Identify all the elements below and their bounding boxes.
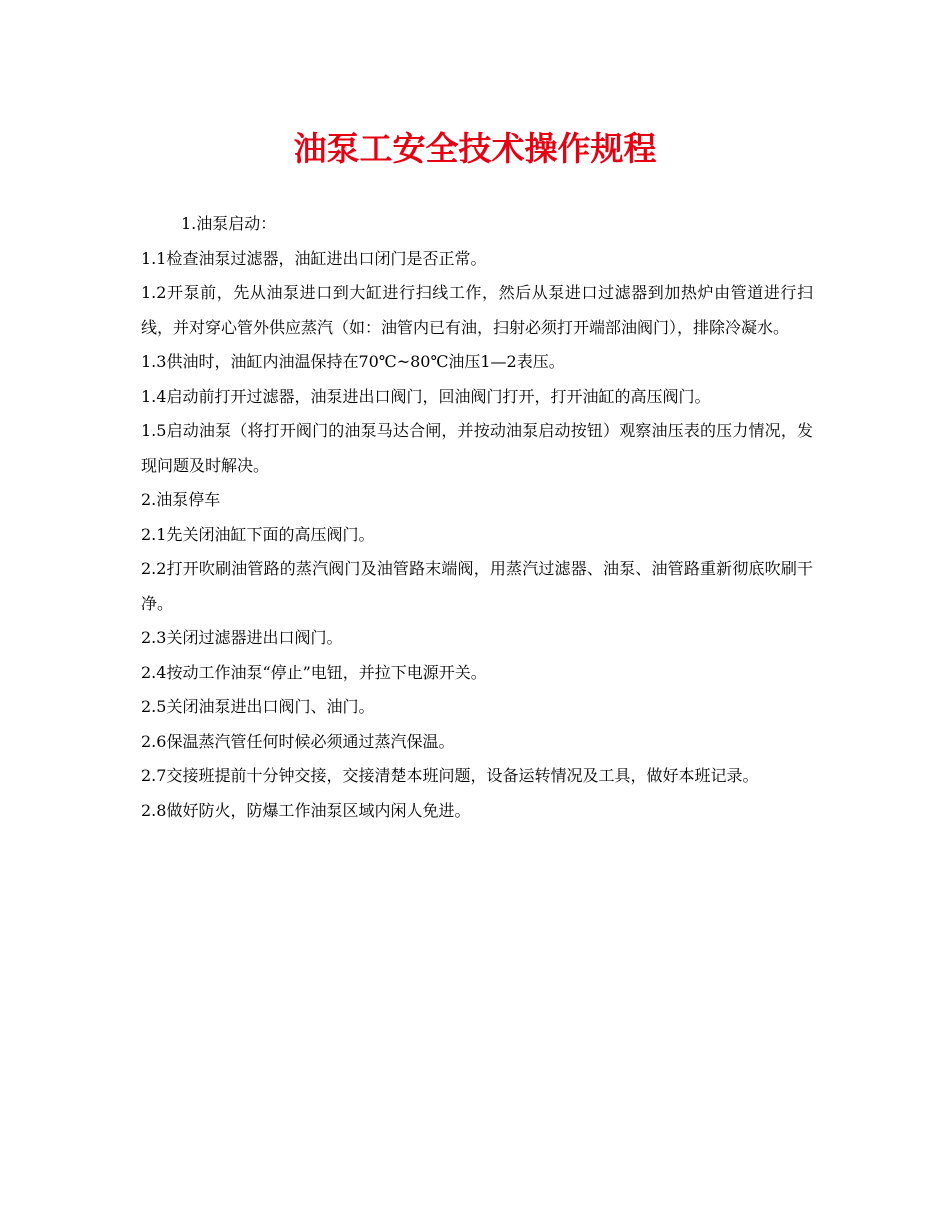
paragraph-1-5: 1.5启动油泵（将打开阀门的油泵马达合闸，并按动油泵启动按钮）观察油压表的压力情况，发现问题及时解决。 [141, 421, 813, 475]
paragraph-2-6: 2.6保温蒸汽管任何时候必须通过蒸汽保温。 [141, 731, 455, 751]
paragraph-2-1: 2.1先关闭油缸下面的高压阀门。 [141, 524, 375, 544]
section-heading-pump-start: 1.油泵启动： [181, 214, 277, 233]
paragraph-2-3: 2.3关闭过滤器进出口阀门。 [141, 628, 343, 647]
page-title: 油泵工安全技术操作规程 [293, 129, 657, 168]
paragraph-2-8: 2.8做好防火，防爆工作油泵区域内闲人免进。 [141, 800, 471, 820]
paragraph-1-3: 1.3供油时，油缸内油温保持在70℃~80℃油压1—2表压。 [141, 352, 565, 371]
paragraph-1-4: 1.4启动前打开过滤器，油泵进出口阀门，回油阀门打开，打开油缸的高压阀门。 [141, 386, 711, 406]
paragraph-1-1: 1.1检查油泵过滤器，油缸进出口闭门是否正常。 [141, 248, 487, 268]
paragraph-2-7: 2.7交接班提前十分钟交接，交接清楚本班问题，设备运转情况及工具，做好本班记录。 [141, 766, 759, 785]
document-body [141, 207, 813, 828]
section-heading-pump-stop: 2.油泵停车 [141, 490, 221, 509]
paragraph-2-2: 2.2打开吹刷油管路的蒸汽阀门及油管路末端阀，用蒸汽过滤器、油泵、油管路重新彻底吹刷干净。 [141, 559, 813, 613]
paragraph-2-4: 2.4按动工作油泵“停止”电钮，并拉下电源开关。 [141, 662, 487, 682]
paragraph-1-2: 1.2开泵前，先从油泵进口到大缸进行扫线工作，然后从泵进口过滤器到加热炉由管道进行扫线，并对穿心管外供应蒸汽（如：油管内已有油，扫射必须打开端部油阀门），排除冷凝水。 [141, 283, 813, 337]
paragraph-2-5: 2.5关闭油泵进出口阀门、油门。 [141, 697, 375, 716]
